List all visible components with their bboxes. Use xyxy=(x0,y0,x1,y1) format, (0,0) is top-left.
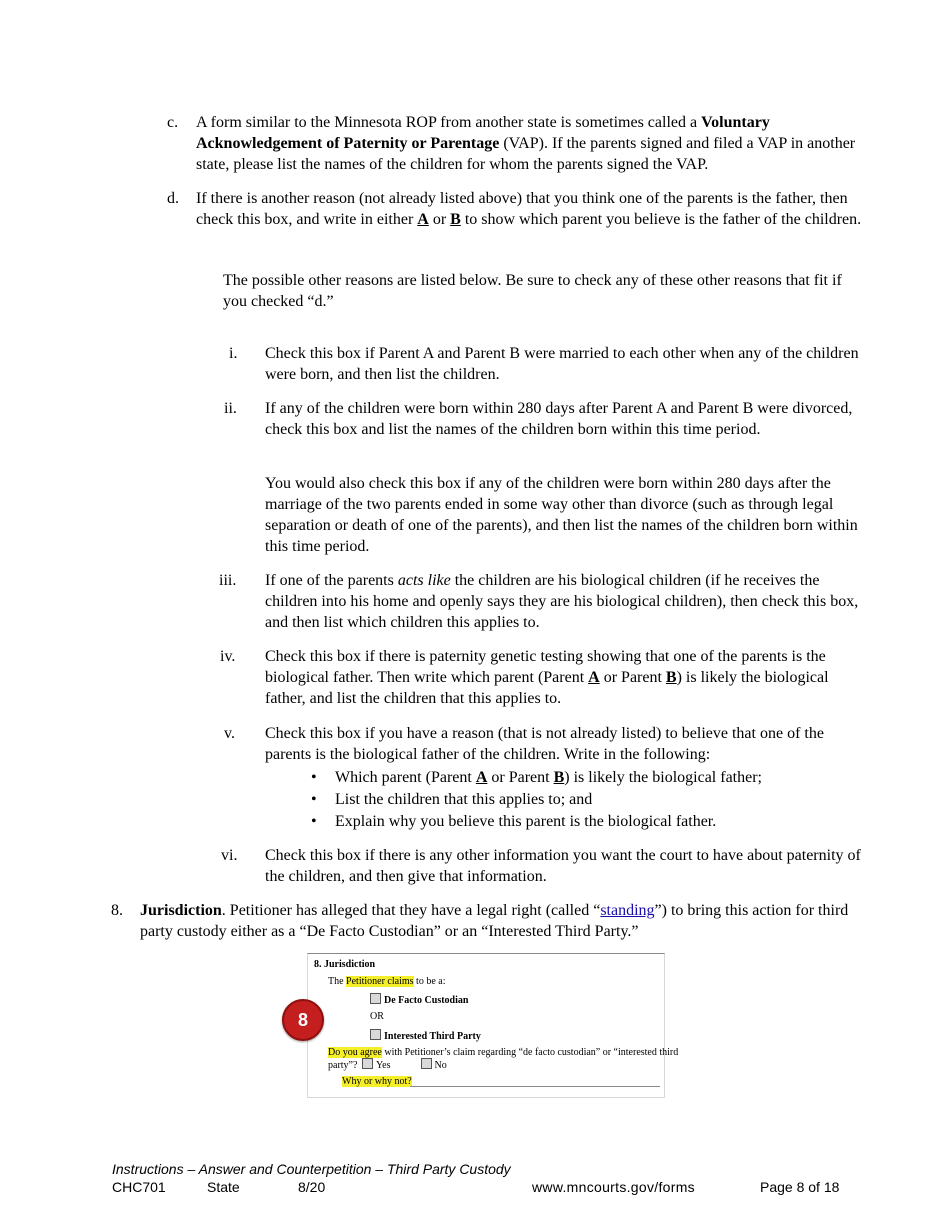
item-ii-text2: You would also check this box if any of the children were born within 280 days after the marriage of the two parents ended in some way other than divorce (such as through legal separation or death of one of the parents), and then list the names of the children born within this time period. xyxy=(265,475,858,555)
footer-date: 8/20 xyxy=(298,1179,326,1195)
form-question: Do you agree with Petitioner’s claim regarding “de facto custodian” or “interested third xyxy=(328,1047,679,1058)
item-v-bullet-3: Explain why you believe this parent is the biological father. xyxy=(335,813,717,830)
footer-state: State xyxy=(207,1179,240,1195)
item-v-text: Check this box if you have a reason (that is not already listed) to believe that one of the parents is the biological father of the children. Write in the following: xyxy=(265,725,824,763)
item-v-bullet-1: Which parent (Parent A or Parent B) is likely the biological father; xyxy=(335,769,762,786)
item-d-text: If there is another reason (not already listed above) that you think one of the parents is the father, then check this box, and write in either A or B to show which parent you believe is the father of the children. xyxy=(196,190,862,228)
checkbox-icon xyxy=(370,993,381,1004)
item-vi-marker: vi. xyxy=(221,847,238,864)
form-excerpt-image xyxy=(307,953,679,1098)
bullet-2: • xyxy=(311,791,317,808)
item-iii-marker: iii. xyxy=(219,572,237,589)
form-heading: 8. Jurisdiction xyxy=(314,959,376,970)
item-vi-text: Check this box if there is any other information you want the court to have about paternity of the children, and then give that information. xyxy=(265,847,861,885)
form-option-de-facto: De Facto Custodian xyxy=(370,993,468,1007)
footer-url: www.mncourts.gov/forms xyxy=(532,1179,695,1195)
item-ii-text: If any of the children were born within 280 days after Parent A and Parent B were divorced, check this box and list the names of the children born within this time period. xyxy=(265,400,853,438)
section-8-marker: 8. xyxy=(111,902,123,919)
standing-link[interactable]: standing xyxy=(600,902,655,919)
section-8-text: Jurisdiction. Petitioner has alleged that they have a legal right (called “standing”) to bring this action for third party custody either as a “De Facto Custodian” or an “Interested Third Party.” xyxy=(140,902,849,940)
item-d-note: The possible other reasons are listed below. Be sure to check any of these other reasons that fit if you checked “d.” xyxy=(223,272,842,310)
item-d-marker: d. xyxy=(167,190,179,207)
item-c-marker: c. xyxy=(167,114,179,131)
form-why-line xyxy=(410,1086,660,1087)
form-or: OR xyxy=(370,1011,384,1022)
item-iii-text: If one of the parents acts like the children are his biological children (if he receives the children into his home and openly says they are his biological children), then check this box, and then list which children this applies to. xyxy=(265,572,859,631)
checkbox-icon xyxy=(362,1058,373,1069)
checkbox-icon xyxy=(421,1058,432,1069)
checkbox-icon xyxy=(370,1029,381,1040)
footer-title: Instructions – Answer and Counterpetition – Third Party Custody xyxy=(112,1161,511,1177)
footer-code: CHC701 xyxy=(112,1179,166,1195)
item-ii-marker: ii. xyxy=(224,400,237,417)
item-v-marker: v. xyxy=(224,725,235,742)
form-question-line2: party”? Yes No xyxy=(328,1060,447,1071)
item-i-text: Check this box if Parent A and Parent B were married to each other when any of the children were born, and then list the children. xyxy=(265,345,859,383)
bullet-3: • xyxy=(311,813,317,830)
item-iv-marker: iv. xyxy=(220,648,236,665)
step-badge: 8 xyxy=(282,999,324,1041)
item-v-bullet-2: List the children that this applies to; and xyxy=(335,791,593,808)
form-claim-line: The Petitioner claims to be a: xyxy=(328,976,446,987)
form-why: Why or why not? xyxy=(342,1076,412,1087)
item-c-text: A form similar to the Minnesota ROP from another state is sometimes called a Voluntary Acknowledgement of Paternity or Parentage (VAP). If the parents signed and filed a VAP in another state, please list the names of the children for whom the parents signed the VAP. xyxy=(196,114,856,173)
item-i-marker: i. xyxy=(229,345,238,362)
bullet-1: • xyxy=(311,769,317,786)
item-iv-text: Check this box if there is paternity genetic testing showing that one of the parents is the biological father. Then write which parent (Parent A or Parent B) is likely the biological father, and list the children that this applies to. xyxy=(265,648,829,707)
form-option-interested: Interested Third Party xyxy=(370,1029,481,1043)
footer-page: Page 8 of 18 xyxy=(760,1179,840,1195)
